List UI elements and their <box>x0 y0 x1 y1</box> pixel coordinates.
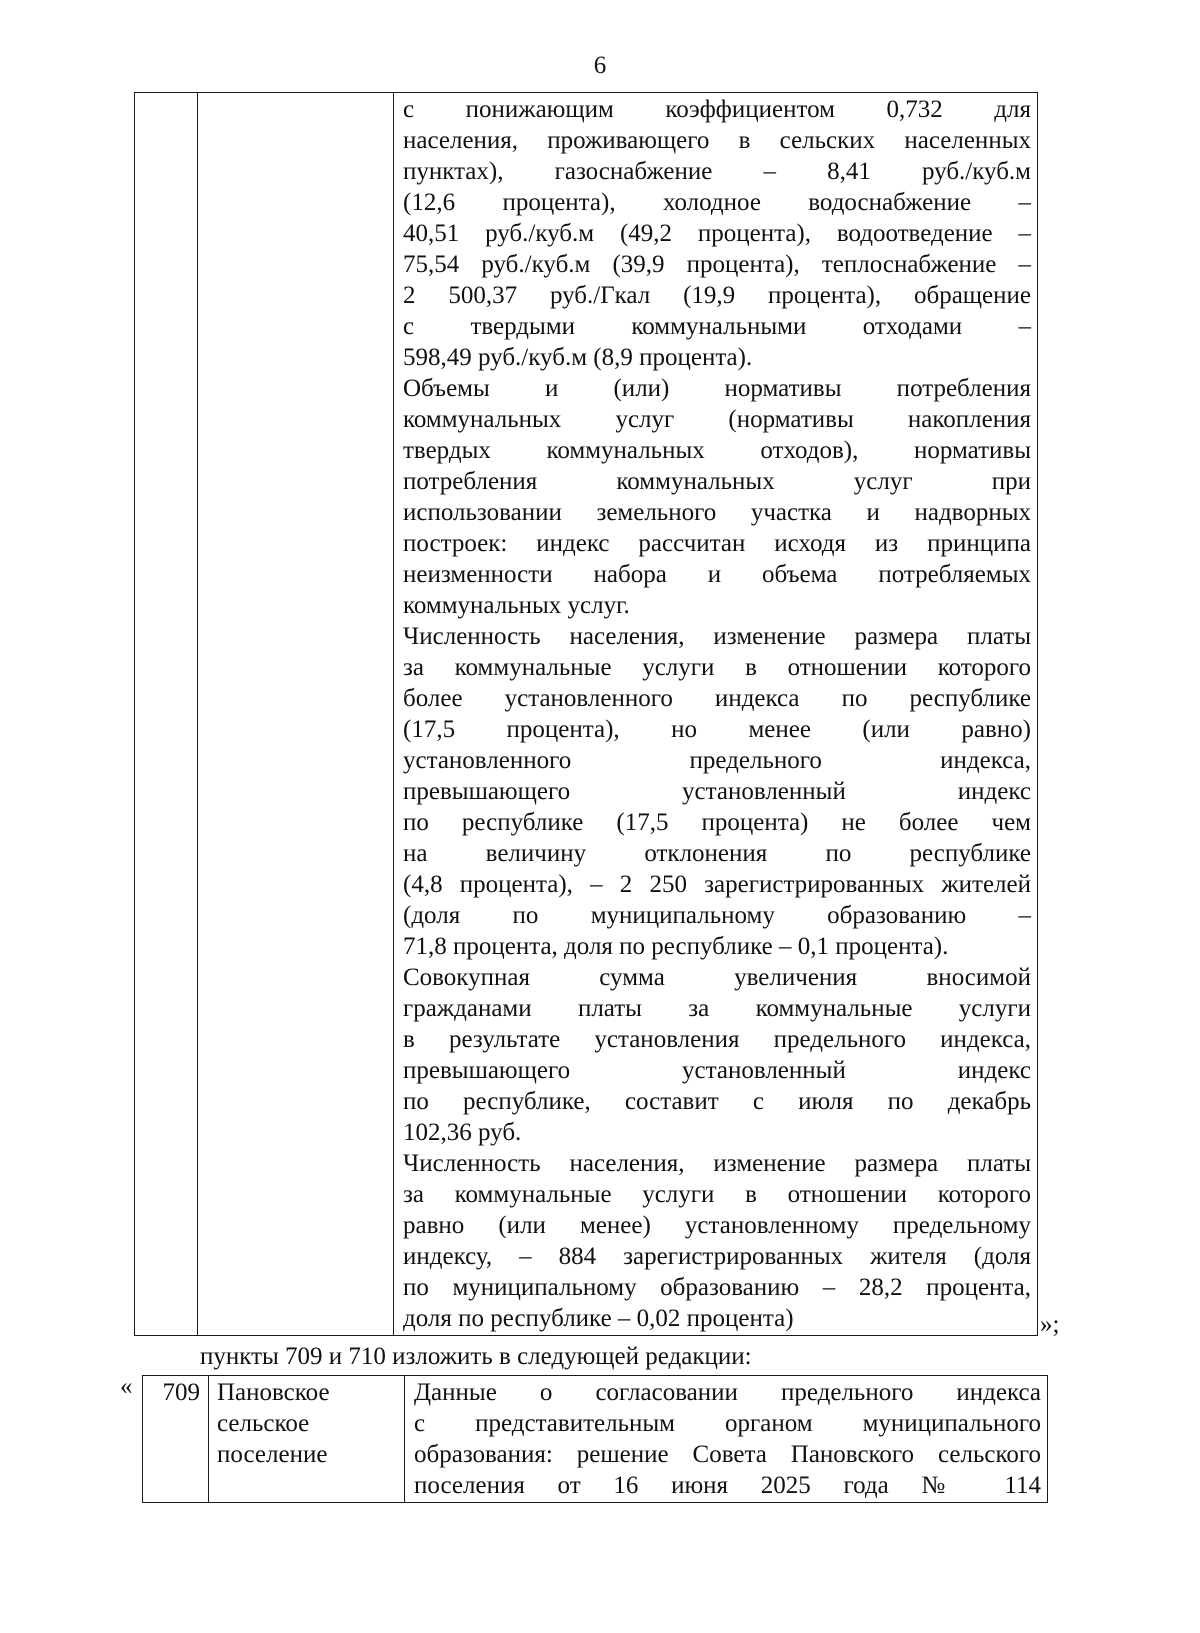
municipality-cell-empty <box>198 93 394 1336</box>
text-line: равно (или менее) установленному предельному <box>403 1212 1031 1239</box>
text-line: в результате установления предельного индекса, <box>403 1026 1031 1053</box>
text-line: превышающего установленный индекс <box>403 778 1031 805</box>
opening-quote: « <box>120 1373 133 1400</box>
text-line: за коммунальные услуги в отношении которого <box>403 654 1031 681</box>
text-line: доля по республике – 0,02 процента) <box>403 1305 794 1332</box>
text-line: (12,6 процента), холодное водоснабжение – <box>403 189 1031 216</box>
text-line: более установленного индекса по республике <box>403 685 1031 712</box>
tariff-table-continuation <box>134 92 1038 1336</box>
text-line: индексу, – 884 зарегистрированных жителя (доля <box>403 1243 1031 1270</box>
text-line: Совокупная сумма увеличения вносимой <box>403 964 1031 991</box>
description-text <box>394 93 1037 1334</box>
text-line: Данные о согласовании предельного индекса <box>414 1379 1041 1406</box>
text-line: по республике (17,5 процента) не более чем <box>403 809 1031 836</box>
text-line: 102,36 руб. <box>403 1119 522 1146</box>
text-line: потребления коммунальных услуг при <box>403 468 1031 495</box>
text-line: поселения от 16 июня 2025 года № 114 <box>414 1472 1041 1499</box>
text-line: 598,49 руб./куб.м (8,9 процента). <box>403 344 753 371</box>
text-line: 2 500,37 руб./Гкал (19,9 процента), обращение <box>403 282 1031 309</box>
text-line: Численность населения, изменение размера платы <box>403 1150 1031 1177</box>
text-line: гражданами платы за коммунальные услуги <box>403 995 1031 1022</box>
text-line: 40,51 руб./куб.м (49,2 процента), водоотведение – <box>403 220 1031 247</box>
tariffs-paragraph <box>403 94 1031 373</box>
municipality-name-line: поселение <box>217 1441 328 1468</box>
municipality-name-line: сельское <box>217 1410 310 1437</box>
number-cell-empty <box>135 93 198 1336</box>
population-above-index-paragraph <box>403 621 1031 962</box>
text-line: 75,54 руб./куб.м (39,9 процента), теплоснабжение – <box>403 251 1031 278</box>
municipality-name <box>209 1376 405 1503</box>
tariff-table-new-rows <box>142 1375 1048 1503</box>
text-line: Численность населения, изменение размера платы <box>403 623 1031 650</box>
text-line: на величину отклонения по республике <box>403 840 1031 867</box>
total-increase-paragraph <box>403 962 1031 1148</box>
text-line: с понижающим коэффициентом 0,732 для <box>403 96 1031 123</box>
volumes-paragraph <box>403 373 1031 621</box>
text-line: неизменности набора и объема потребляемых <box>403 561 1031 588</box>
description-cell-709 <box>405 1376 1048 1503</box>
row-number-709: 709 <box>143 1376 209 1503</box>
table-row <box>143 1376 1048 1503</box>
municipality-name-line: Пановское <box>217 1379 330 1406</box>
description-cell <box>394 93 1038 1336</box>
section-heading: пункты 709 и 710 изложить в следующей редакции: <box>200 1343 752 1370</box>
text-line: образования: решение Совета Пановского сельского <box>414 1441 1041 1468</box>
text-line: (доля по муниципальному образованию – <box>403 902 1031 929</box>
text-line: населения, проживающего в сельских населенных <box>403 127 1031 154</box>
text-line: установленного предельного индекса, <box>403 747 1031 774</box>
text-line: построек: индекс рассчитан исходя из принципа <box>403 530 1031 557</box>
text-line: (4,8 процента), – 2 250 зарегистрированных жителей <box>403 871 1031 898</box>
closing-quote: »; <box>1040 1311 1060 1338</box>
population-equal-index-paragraph <box>403 1148 1031 1334</box>
text-line: за коммунальные услуги в отношении которого <box>403 1181 1031 1208</box>
text-line: твердых коммунальных отходов), нормативы <box>403 437 1031 464</box>
text-line: Объемы и (или) нормативы потребления <box>403 375 1031 402</box>
text-line: по муниципальному образованию – 28,2 процента, <box>403 1274 1031 1301</box>
text-line: (17,5 процента), но менее (или равно) <box>403 716 1031 743</box>
text-line: пунктах), газоснабжение – 8,41 руб./куб.м <box>403 158 1031 185</box>
text-line: коммунальных услуг. <box>403 592 630 619</box>
text-line: с твердыми коммунальными отходами – <box>403 313 1031 340</box>
text-line: коммунальных услуг (нормативы накопления <box>403 406 1031 433</box>
page-number: 6 <box>593 52 607 79</box>
text-line: использовании земельного участка и надворных <box>403 499 1031 526</box>
text-line: по республике, составит с июля по декабрь <box>403 1088 1031 1115</box>
text-line: 71,8 процента, доля по республике – 0,1 процента). <box>403 933 949 960</box>
table-row <box>135 93 1038 1336</box>
text-line: превышающего установленный индекс <box>403 1057 1031 1084</box>
text-line: с представительным органом муниципального <box>414 1410 1041 1437</box>
description-text-709 <box>405 1376 1047 1501</box>
